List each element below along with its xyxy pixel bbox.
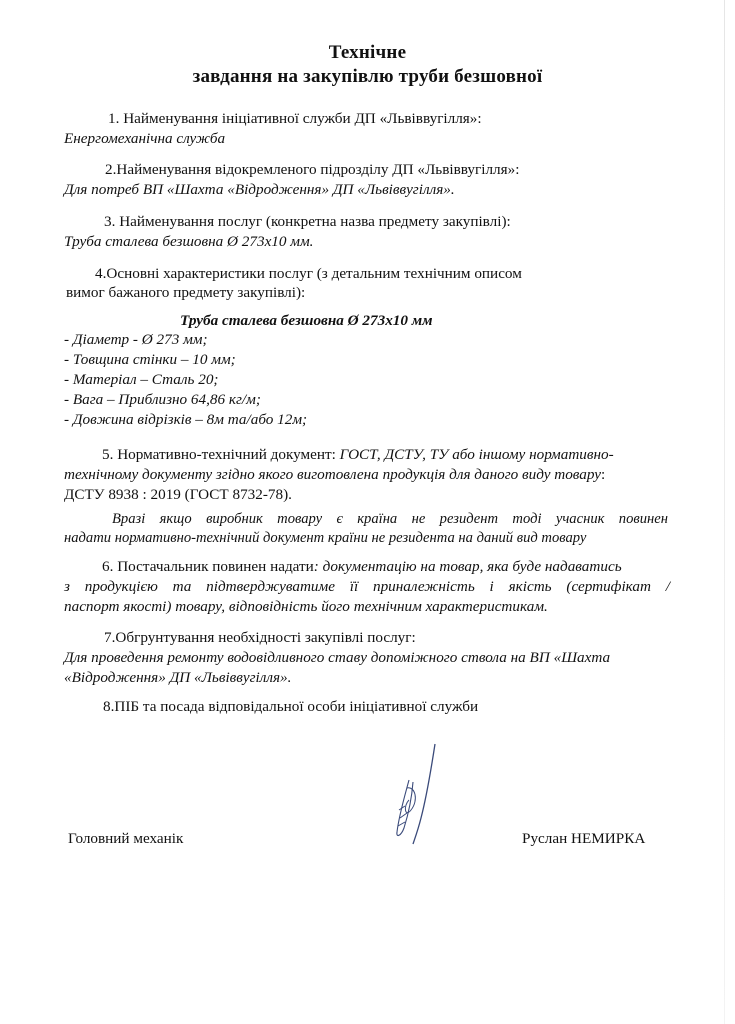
spec-diameter: - Діаметр - Ø 273 мм; — [64, 331, 208, 348]
title-line-1: Технічне — [328, 42, 407, 63]
section-2-value: Для потреб ВП «Шахта «Відродження» ДП «Львіввугілля». — [64, 181, 455, 198]
title-line-2: завдання на закупівлю труби безшовної — [192, 66, 543, 87]
section-5-standard-value: ДСТУ 8938 : 2019 (ГОСТ 8732-78). — [64, 486, 292, 503]
section-8-heading: 8.ПІБ та посада відповідальної особи ініціативної служби — [103, 698, 479, 715]
section-1-value: Енергомеханічна служба — [64, 130, 226, 147]
section-6-docs: : документацію на товар, яка буде надаватись — [313, 558, 622, 575]
section-6-line-2: з продукцією та підтверджуватиме її приналежність і якість (сертифікат / — [64, 578, 670, 595]
section-6-line-3: паспорт якості) товару, відповідність його технічним характеристикам. — [64, 598, 548, 615]
section-5-note-line-1: Вразі якщо виробник товару є країна не резидент тоді учасник повинен — [112, 511, 668, 527]
product-name: Труба сталева безшовна Ø 273х10 мм — [180, 312, 433, 329]
footer-name: Руслан НЕМИРКА — [522, 830, 646, 847]
section-5-line-2 — [64, 466, 605, 484]
section-5-note-line-2: надати нормативно-технічний документ країни не резидента на даний вид товару — [64, 530, 587, 546]
section-2-heading: 2.Найменування відокремленого підрозділу ДП «Львіввугілля»: — [105, 161, 520, 178]
section-5-colon: : — [601, 466, 606, 483]
section-1-heading: 1. Найменування ініціативної служби ДП «Львіввугілля»: — [108, 110, 482, 127]
section-7-line-1: Для проведення ремонту водовідливного ставу допоміжного ствола на ВП «Шахта — [64, 649, 611, 666]
spec-material: - Матеріал – Сталь 20; — [64, 371, 219, 388]
handwritten-signature — [385, 740, 455, 850]
section-5-lead: 5. Нормативно-технічний документ: — [102, 446, 340, 463]
spec-wall-thickness: - Товщина стінки – 10 мм; — [64, 351, 236, 368]
section-4-heading-line-2: вимог бажаного предмету закупівлі): — [66, 284, 306, 301]
section-5-basis: технічному документу згідно якого виготовлена продукція для даного виду товару — [64, 466, 602, 483]
section-7-line-2: «Відродження» ДП «Львіввугілля». — [64, 669, 292, 686]
section-3-heading: 3. Найменування послуг (конкретна назва предмету закупівлі): — [104, 213, 511, 230]
scan-edge — [724, 0, 725, 1024]
section-5-standards: ГОСТ, ДСТУ, ТУ або іншому нормативно- — [339, 446, 614, 463]
section-6-lead: 6. Постачальник повинен надати — [102, 558, 314, 575]
footer-position: Головний механік — [68, 830, 184, 847]
spec-weight: - Вага – Приблизно 64,86 кг/м; — [64, 391, 261, 408]
section-4-heading-line-1: 4.Основні характеристики послуг (з детальним технічним описом — [95, 265, 522, 282]
section-6-line-1 — [102, 558, 622, 576]
section-5-line-1 — [102, 446, 614, 464]
spec-length: - Довжина відрізків – 8м та/або 12м; — [64, 411, 308, 428]
section-7-heading: 7.Обгрунтування необхідності закупівлі послуг: — [104, 629, 416, 646]
section-3-value: Труба сталева безшовна Ø 273х10 мм. — [64, 233, 314, 250]
